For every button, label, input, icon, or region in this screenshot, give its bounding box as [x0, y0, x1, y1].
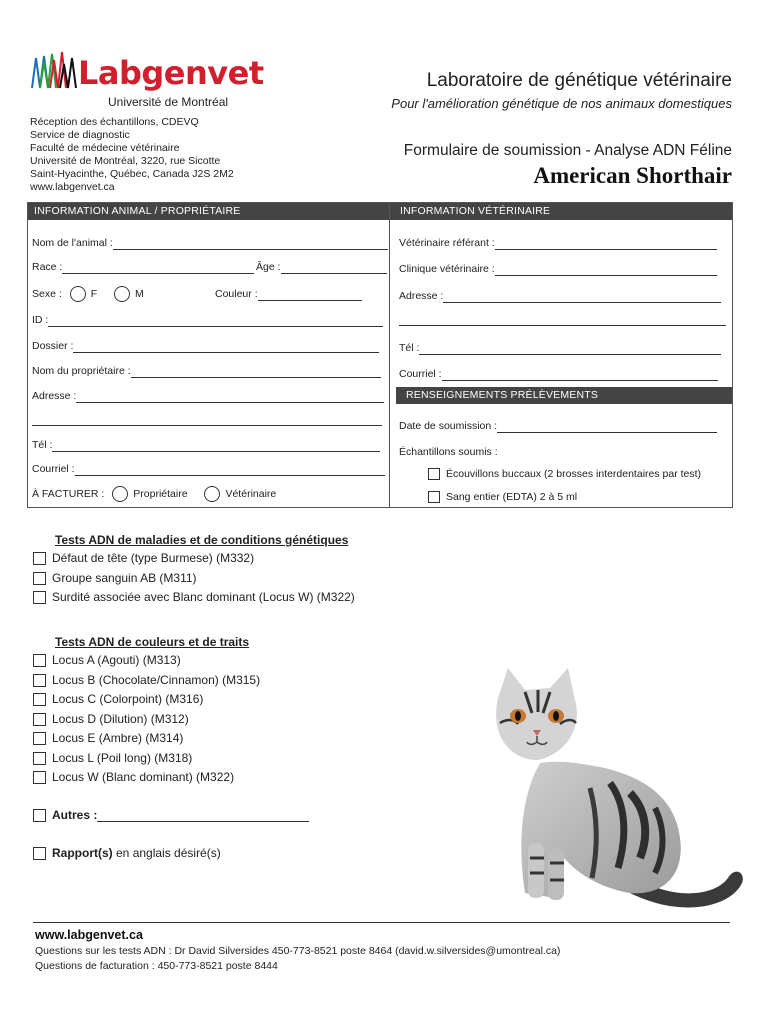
- owner-email-field[interactable]: Courriel :: [32, 462, 385, 476]
- test-checkbox[interactable]: [33, 591, 46, 604]
- test-checkbox[interactable]: [33, 572, 46, 585]
- reports-option[interactable]: Rapport(s) en anglais désiré(s): [33, 846, 221, 860]
- reports-checkbox[interactable]: [33, 847, 46, 860]
- footer-website-link[interactable]: www.labgenvet.ca: [35, 928, 143, 942]
- swabs-option[interactable]: Écouvillons buccaux (2 brosses interdentaires par test): [428, 466, 701, 482]
- owner-address-line-2[interactable]: [32, 425, 382, 426]
- color-test-item[interactable]: Locus A (Agouti) (M313): [33, 651, 260, 671]
- billing-field: À FACTURER : Propriétaire Vétérinaire: [32, 485, 276, 503]
- logo-university: Université de Montréal: [108, 95, 229, 109]
- test-checkbox[interactable]: [33, 654, 46, 667]
- form-title: Formulaire de soumission - Analyse ADN Féline: [403, 142, 732, 159]
- owner-address-field[interactable]: Adresse :: [32, 389, 384, 403]
- color-test-item[interactable]: Locus C (Colorpoint) (M316): [33, 690, 260, 710]
- animal-owner-header: INFORMATION ANIMAL / PROPRIÉTAIRE: [28, 203, 389, 220]
- disease-tests: [33, 532, 355, 608]
- dna-waves-icon: [30, 48, 80, 96]
- logo-name: Labgenvet: [78, 54, 264, 92]
- disease-test-item[interactable]: Groupe sanguin AB (M311): [33, 569, 355, 589]
- id-field[interactable]: ID :: [32, 313, 383, 327]
- column-divider: [389, 203, 390, 507]
- sex-f-radio[interactable]: [70, 286, 86, 302]
- american-shorthair-cat-image: [480, 668, 750, 923]
- address-block: [30, 116, 234, 194]
- bill-vet-radio[interactable]: [204, 486, 220, 502]
- labgenvet-logo: [30, 48, 264, 110]
- submit-date-field[interactable]: Date de soumission :: [399, 419, 717, 433]
- color-tests-title: Tests ADN de couleurs et de traits: [55, 635, 250, 649]
- address-line: Service de diagnostic: [30, 129, 130, 141]
- vet-address-line-2[interactable]: [399, 325, 726, 326]
- color-test-item[interactable]: Locus D (Dilution) (M312): [33, 710, 260, 730]
- referring-vet-field[interactable]: Vétérinaire référant :: [399, 236, 717, 250]
- address-line: Université de Montréal, 3220, rue Sicotte: [30, 155, 221, 167]
- file-field[interactable]: Dossier :: [32, 339, 379, 353]
- blood-option[interactable]: Sang entier (EDTA) 2 à 5 ml: [428, 489, 577, 505]
- color-tests: [33, 634, 260, 788]
- color-test-item[interactable]: Locus B (Chocolate/Cinnamon) (M315): [33, 671, 260, 691]
- color-field[interactable]: Couleur :: [215, 287, 362, 301]
- disease-test-item[interactable]: Surdité associée avec Blanc dominant (Locus W) (M322): [33, 588, 355, 608]
- sex-field: Sexe : F M: [32, 285, 144, 303]
- address-line: Faculté de médecine vétérinaire: [30, 142, 180, 154]
- vet-address-field[interactable]: Adresse :: [399, 289, 721, 303]
- others-field[interactable]: Autres :: [33, 808, 309, 822]
- blood-checkbox[interactable]: [428, 491, 440, 503]
- vet-header: INFORMATION VÉTÉRINAIRE: [390, 203, 732, 220]
- disease-tests-title: Tests ADN de maladies et de conditions génétiques: [55, 533, 349, 547]
- address-website[interactable]: www.labgenvet.ca: [30, 181, 115, 193]
- test-checkbox[interactable]: [33, 713, 46, 726]
- color-test-item[interactable]: Locus L (Poil long) (M318): [33, 749, 260, 769]
- owner-name-field[interactable]: Nom du propriétaire :: [32, 364, 381, 378]
- others-checkbox[interactable]: [33, 809, 46, 822]
- footer-divider: [33, 922, 730, 923]
- address-line: Réception des échantillons, CDEVQ: [30, 116, 199, 128]
- age-field[interactable]: Âge :: [256, 260, 387, 274]
- test-checkbox[interactable]: [33, 752, 46, 765]
- breed-title: American Shorthair: [533, 163, 732, 188]
- test-checkbox[interactable]: [33, 693, 46, 706]
- color-test-item[interactable]: Locus E (Ambre) (M314): [33, 729, 260, 749]
- sex-m-radio[interactable]: [114, 286, 130, 302]
- address-line: Saint-Hyacinthe, Québec, Canada J2S 2M2: [30, 168, 234, 180]
- animal-name-field[interactable]: Nom de l'animal :: [32, 236, 388, 250]
- clinic-field[interactable]: Clinique vétérinaire :: [399, 262, 717, 276]
- lab-title: Laboratoire de génétique vétérinaire: [426, 70, 732, 91]
- color-test-item[interactable]: Locus W (Blanc dominant) (M322): [33, 768, 260, 788]
- test-checkbox[interactable]: [33, 674, 46, 687]
- test-checkbox[interactable]: [33, 771, 46, 784]
- submission-form: [27, 202, 733, 508]
- samples-header: RENSEIGNEMENTS PRÉLÈVEMENTS: [396, 387, 732, 404]
- owner-phone-field[interactable]: Tél :: [32, 438, 380, 452]
- lab-subtitle: Pour l'amélioration génétique de nos animaux domestiques: [391, 96, 732, 111]
- bill-owner-radio[interactable]: [112, 486, 128, 502]
- vet-email-field[interactable]: Courriel :: [399, 367, 718, 381]
- race-field[interactable]: Race :: [32, 260, 254, 274]
- swabs-checkbox[interactable]: [428, 468, 440, 480]
- disease-test-item[interactable]: Défaut de tête (type Burmese) (M332): [33, 549, 355, 569]
- footer-tests-contact: Questions sur les tests ADN : Dr David Silversides 450-773-8521 poste 8464 (david.w.silversides@umontreal.ca): [35, 945, 561, 957]
- test-checkbox[interactable]: [33, 732, 46, 745]
- samples-label: Échantillons soumis :: [399, 446, 498, 458]
- test-checkbox[interactable]: [33, 552, 46, 565]
- vet-phone-field[interactable]: Tél :: [399, 341, 721, 355]
- footer-billing-contact: Questions de facturation : 450-773-8521 poste 8444: [35, 960, 278, 972]
